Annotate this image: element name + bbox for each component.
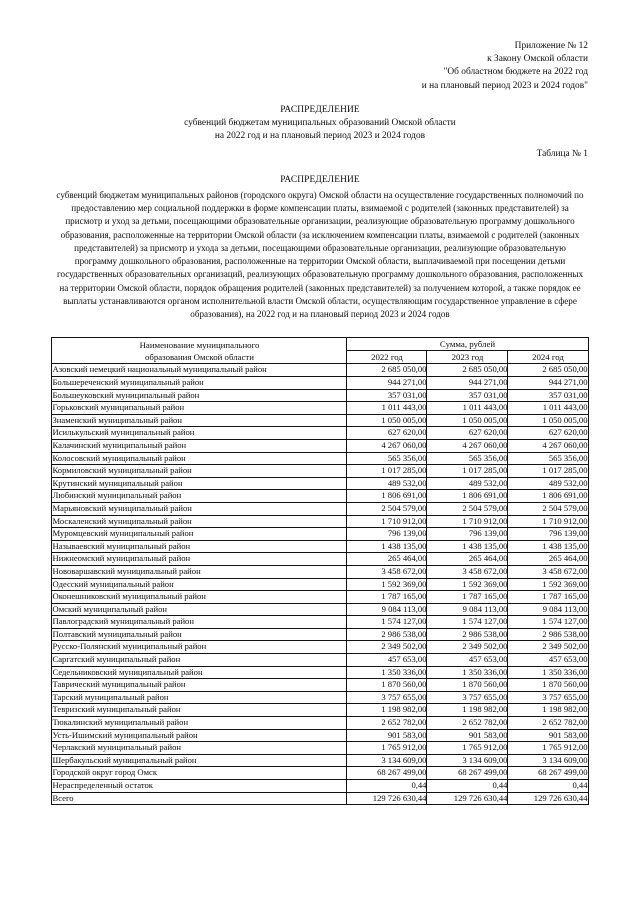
row-amount-2024: 1 765 912,00 <box>508 742 588 755</box>
table-row <box>52 591 588 604</box>
table-row <box>52 780 588 793</box>
table-row <box>52 414 588 427</box>
row-amount-2023: 1 198 982,00 <box>427 704 508 717</box>
row-amount-2022: 3 757 655,00 <box>347 691 427 704</box>
row-amount-2024: 3 134 609,00 <box>508 754 588 767</box>
row-amount-2022: 1 592 369,00 <box>347 578 427 591</box>
row-municipality-name: Тарский муниципальный район <box>52 691 347 704</box>
secondary-heading-title: РАСПРЕДЕЛЕНИЕ <box>280 174 360 185</box>
table-header-row-group <box>52 338 588 351</box>
row-municipality-name: Оконешниковский муниципальный район <box>52 591 347 604</box>
row-municipality-name: Крутинский муниципальный район <box>52 477 347 490</box>
table-row <box>52 553 588 566</box>
row-amount-2022: 1 438 135,00 <box>347 540 427 553</box>
table-row <box>52 679 588 692</box>
row-amount-2023: 944 271,00 <box>427 377 508 390</box>
row-municipality-name: Седельниковский муниципальный район <box>52 666 347 679</box>
row-amount-2024: 265 464,00 <box>508 553 588 566</box>
row-amount-2023: 3 458 672,00 <box>427 565 508 578</box>
row-municipality-name: Марьяновский муниципальный район <box>52 502 347 515</box>
row-amount-2022: 1 870 560,00 <box>347 679 427 692</box>
row-amount-2024: 457 653,00 <box>508 654 588 667</box>
row-amount-2022: 3 458 672,00 <box>347 565 427 578</box>
row-amount-2023: 627 620,00 <box>427 427 508 440</box>
row-amount-2022: 2 986 538,00 <box>347 628 427 641</box>
row-amount-2023: 457 653,00 <box>427 654 508 667</box>
row-amount-2023: 1 438 135,00 <box>427 540 508 553</box>
row-amount-2023: 1 710 912,00 <box>427 515 508 528</box>
row-amount-2022: 1 710 912,00 <box>347 515 427 528</box>
table-row <box>52 578 588 591</box>
column-header-year-2024: 2024 год <box>508 351 588 364</box>
row-municipality-name: Большеуковский муниципальный район <box>52 389 347 402</box>
row-municipality-name: Русско-Полянский муниципальный район <box>52 641 347 654</box>
row-amount-2023: 489 532,00 <box>427 477 508 490</box>
row-amount-2024: 1 350 336,00 <box>508 666 588 679</box>
row-amount-2024: 796 139,00 <box>508 528 588 541</box>
row-amount-2022: 489 532,00 <box>347 477 427 490</box>
table-row <box>52 616 588 629</box>
row-amount-2024: 901 583,00 <box>508 729 588 742</box>
table-row <box>52 452 588 465</box>
reference-line-3: "Об областном бюджете на 2022 год <box>443 67 588 78</box>
row-amount-2022: 944 271,00 <box>347 377 427 390</box>
row-amount-2022: 68 267 499,00 <box>347 767 427 780</box>
row-amount-2022: 1 017 285,00 <box>347 465 427 478</box>
table-row <box>52 704 588 717</box>
row-amount-2022: 265 464,00 <box>347 553 427 566</box>
reference-line-2: к Закону Омской области <box>487 54 588 65</box>
row-amount-2024: 0,44 <box>508 780 588 793</box>
row-municipality-name: Большереченский муниципальный район <box>52 377 347 390</box>
row-municipality-name: Шербакульский муниципальный район <box>52 754 347 767</box>
row-amount-2023: 129 726 630,44 <box>427 792 508 805</box>
distribution-table <box>51 337 588 805</box>
row-municipality-name: Всего <box>52 792 347 805</box>
row-amount-2024: 129 726 630,44 <box>508 792 588 805</box>
row-amount-2024: 9 084 113,00 <box>508 603 588 616</box>
row-amount-2023: 4 267 060,00 <box>427 439 508 452</box>
row-municipality-name: Калачинский муниципальный район <box>52 439 347 452</box>
column-header-municipality <box>52 338 347 364</box>
row-amount-2024: 565 356,00 <box>508 452 588 465</box>
row-municipality-name: Одесский муниципальный район <box>52 578 347 591</box>
row-amount-2024: 944 271,00 <box>508 377 588 390</box>
table-row <box>52 666 588 679</box>
row-amount-2024: 2 349 502,00 <box>508 641 588 654</box>
row-amount-2022: 1 574 127,00 <box>347 616 427 629</box>
row-municipality-name: Полтавский муниципальный район <box>52 628 347 641</box>
row-amount-2023: 265 464,00 <box>427 553 508 566</box>
row-municipality-name: Черлакский муниципальный район <box>52 742 347 755</box>
row-amount-2022: 2 652 782,00 <box>347 717 427 730</box>
primary-heading-title: РАСПРЕДЕЛЕНИЕ <box>280 104 360 115</box>
row-amount-2022: 627 620,00 <box>347 427 427 440</box>
row-amount-2022: 901 583,00 <box>347 729 427 742</box>
row-amount-2024: 2 652 782,00 <box>508 717 588 730</box>
table-row <box>52 654 588 667</box>
row-amount-2024: 2 504 579,00 <box>508 502 588 515</box>
row-municipality-name: Нераспределенный остаток <box>52 780 347 793</box>
row-amount-2023: 0,44 <box>427 780 508 793</box>
table-row <box>52 742 588 755</box>
row-amount-2023: 1 011 443,00 <box>427 402 508 415</box>
table-row <box>52 603 588 616</box>
table-row <box>52 477 588 490</box>
row-amount-2022: 1 350 336,00 <box>347 666 427 679</box>
row-municipality-name: Называевский муниципальный район <box>52 540 347 553</box>
row-amount-2022: 1 198 982,00 <box>347 704 427 717</box>
table-head <box>52 338 588 364</box>
row-amount-2023: 796 139,00 <box>427 528 508 541</box>
row-amount-2022: 565 356,00 <box>347 452 427 465</box>
row-municipality-name: Павлоградский муниципальный район <box>52 616 347 629</box>
table-row <box>52 628 588 641</box>
row-amount-2023: 1 787 165,00 <box>427 591 508 604</box>
row-amount-2022: 0,44 <box>347 780 427 793</box>
row-municipality-name: Горьковский муниципальный район <box>52 402 347 415</box>
row-amount-2023: 1 806 691,00 <box>427 490 508 503</box>
table-body <box>52 364 588 805</box>
row-amount-2022: 2 349 502,00 <box>347 641 427 654</box>
table-row <box>52 729 588 742</box>
row-amount-2023: 1 350 336,00 <box>427 666 508 679</box>
row-municipality-name: Таврический муниципальный район <box>52 679 347 692</box>
row-amount-2024: 1 710 912,00 <box>508 515 588 528</box>
table-row <box>52 565 588 578</box>
row-amount-2024: 1 592 369,00 <box>508 578 588 591</box>
table-row <box>52 439 588 452</box>
preamble-paragraph: субвенций бюджетам муниципальных районов (городского округа) Омской области на осуществление государственных полномочий по предоставлению мер социальной поддержки в форме компенсации платы, взимаемой с родителей (законных представителей) за присмотр и уход за детьми, посещающими образовательные организации, реализующие образовательную программу дошкольного образования, расположенные на территории Омской области (за исключением компенсации платы, взимаемой с родителей (законных представителей) за присмотр и ухода за детьми, посещающими образовательные организации, реализующие образовательную программу дошкольного образования, расположенные на территории Омской области, выплачиваемой при посещении детьми государственных образовательных организаций, реализующих образовательную программу дошкольного образования, расположенных на территории Омской области, порядок обращения родителей (законных представителей) за получением которой, а также порядок ее выплаты устанавливаются органом исполнительной власти Омской области, осуществляющим государственное управление в сфере образования), на 2022 год и на плановый период 2023 и 2024 годов <box>56 189 584 320</box>
row-amount-2022: 2 504 579,00 <box>347 502 427 515</box>
table-row <box>52 641 588 654</box>
table-row <box>52 490 588 503</box>
row-amount-2024: 627 620,00 <box>508 427 588 440</box>
row-amount-2022: 9 084 113,00 <box>347 603 427 616</box>
row-amount-2024: 4 267 060,00 <box>508 439 588 452</box>
row-amount-2024: 3 757 655,00 <box>508 691 588 704</box>
row-amount-2024: 1 017 285,00 <box>508 465 588 478</box>
row-amount-2024: 1 198 982,00 <box>508 704 588 717</box>
row-amount-2023: 2 986 538,00 <box>427 628 508 641</box>
row-amount-2024: 2 685 050,00 <box>508 364 588 377</box>
row-municipality-name: Муромцевский муниципальный район <box>52 528 347 541</box>
table-number-label: Таблица № 1 <box>536 148 588 159</box>
row-amount-2023: 357 031,00 <box>427 389 508 402</box>
row-amount-2023: 2 349 502,00 <box>427 641 508 654</box>
table-row <box>52 792 588 805</box>
row-municipality-name: Городской округ город Омск <box>52 767 347 780</box>
distribution-table-container <box>0 321 640 805</box>
row-amount-2022: 2 685 050,00 <box>347 364 427 377</box>
row-amount-2024: 489 532,00 <box>508 477 588 490</box>
row-municipality-name: Москаленский муниципальный район <box>52 515 347 528</box>
row-municipality-name: Усть-Ишимский муниципальный район <box>52 729 347 742</box>
table-row <box>52 515 588 528</box>
table-row <box>52 754 588 767</box>
row-amount-2023: 9 084 113,00 <box>427 603 508 616</box>
row-amount-2022: 3 134 609,00 <box>347 754 427 767</box>
row-amount-2024: 1 011 443,00 <box>508 402 588 415</box>
row-amount-2023: 1 017 285,00 <box>427 465 508 478</box>
row-municipality-name: Колосовский муниципальный район <box>52 452 347 465</box>
row-amount-2022: 1 806 691,00 <box>347 490 427 503</box>
row-amount-2023: 565 356,00 <box>427 452 508 465</box>
row-amount-2023: 3 757 655,00 <box>427 691 508 704</box>
row-amount-2022: 1 050 005,00 <box>347 414 427 427</box>
row-amount-2023: 1 870 560,00 <box>427 679 508 692</box>
row-amount-2023: 2 685 050,00 <box>427 364 508 377</box>
table-row <box>52 364 588 377</box>
row-amount-2023: 2 652 782,00 <box>427 717 508 730</box>
table-row <box>52 402 588 415</box>
row-amount-2024: 2 986 538,00 <box>508 628 588 641</box>
primary-heading-block <box>0 93 640 144</box>
row-amount-2024: 1 050 005,00 <box>508 414 588 427</box>
row-municipality-name: Омский муниципальный район <box>52 603 347 616</box>
row-amount-2024: 68 267 499,00 <box>508 767 588 780</box>
column-header-municipality-line1: Наименование муниципального <box>139 339 260 350</box>
row-amount-2024: 1 870 560,00 <box>508 679 588 692</box>
row-amount-2024: 357 031,00 <box>508 389 588 402</box>
row-municipality-name: Любинский муниципальный район <box>52 490 347 503</box>
table-row <box>52 528 588 541</box>
column-header-sum-group: Сумма, рублей <box>347 338 588 351</box>
row-amount-2024: 1 574 127,00 <box>508 616 588 629</box>
row-amount-2023: 1 592 369,00 <box>427 578 508 591</box>
primary-heading-line3: на 2022 год и на плановый период 2023 и 2024 годов <box>214 131 426 142</box>
row-amount-2024: 1 787 165,00 <box>508 591 588 604</box>
row-amount-2022: 129 726 630,44 <box>347 792 427 805</box>
table-row <box>52 377 588 390</box>
row-municipality-name: Тевризский муниципальный район <box>52 704 347 717</box>
row-amount-2022: 357 031,00 <box>347 389 427 402</box>
row-municipality-name: Кормиловский муниципальный район <box>52 465 347 478</box>
column-header-municipality-line2: образования Омской области <box>145 351 254 362</box>
table-row <box>52 717 588 730</box>
row-amount-2022: 457 653,00 <box>347 654 427 667</box>
row-amount-2023: 901 583,00 <box>427 729 508 742</box>
table-row <box>52 427 588 440</box>
row-amount-2023: 2 504 579,00 <box>427 502 508 515</box>
table-row <box>52 691 588 704</box>
row-municipality-name: Азовский немецкий национальный муниципальный район <box>52 364 347 377</box>
row-amount-2024: 1 438 135,00 <box>508 540 588 553</box>
row-municipality-name: Тюкалинский муниципальный район <box>52 717 347 730</box>
table-row <box>52 389 588 402</box>
row-amount-2023: 1 050 005,00 <box>427 414 508 427</box>
row-amount-2022: 1 011 443,00 <box>347 402 427 415</box>
row-amount-2023: 3 134 609,00 <box>427 754 508 767</box>
document-reference-block <box>0 0 640 93</box>
row-amount-2022: 1 787 165,00 <box>347 591 427 604</box>
row-amount-2024: 1 806 691,00 <box>508 490 588 503</box>
table-row <box>52 465 588 478</box>
row-amount-2023: 1 574 127,00 <box>427 616 508 629</box>
row-amount-2022: 1 765 912,00 <box>347 742 427 755</box>
row-municipality-name: Знаменский муниципальный район <box>52 414 347 427</box>
row-municipality-name: Нижнеомский муниципальный район <box>52 553 347 566</box>
column-header-year-2023: 2023 год <box>427 351 508 364</box>
reference-line-1: Приложение № 12 <box>514 41 588 51</box>
table-row <box>52 502 588 515</box>
row-municipality-name: Исилькульский муниципальный район <box>52 427 347 440</box>
row-municipality-name: Саргатский муниципальный район <box>52 654 347 667</box>
reference-line-4: и на плановый период 2023 и 2024 годов" <box>421 80 588 91</box>
row-amount-2023: 1 765 912,00 <box>427 742 508 755</box>
row-municipality-name: Нововаршавский муниципальный район <box>52 565 347 578</box>
primary-heading-line2: субвенций бюджетам муниципальных образований Омской области <box>184 118 456 129</box>
table-row <box>52 540 588 553</box>
column-header-year-2022: 2022 год <box>347 351 427 364</box>
secondary-heading-block <box>0 161 640 187</box>
table-row <box>52 767 588 780</box>
row-amount-2023: 68 267 499,00 <box>427 767 508 780</box>
row-amount-2022: 796 139,00 <box>347 528 427 541</box>
row-amount-2024: 3 458 672,00 <box>508 565 588 578</box>
row-amount-2022: 4 267 060,00 <box>347 439 427 452</box>
